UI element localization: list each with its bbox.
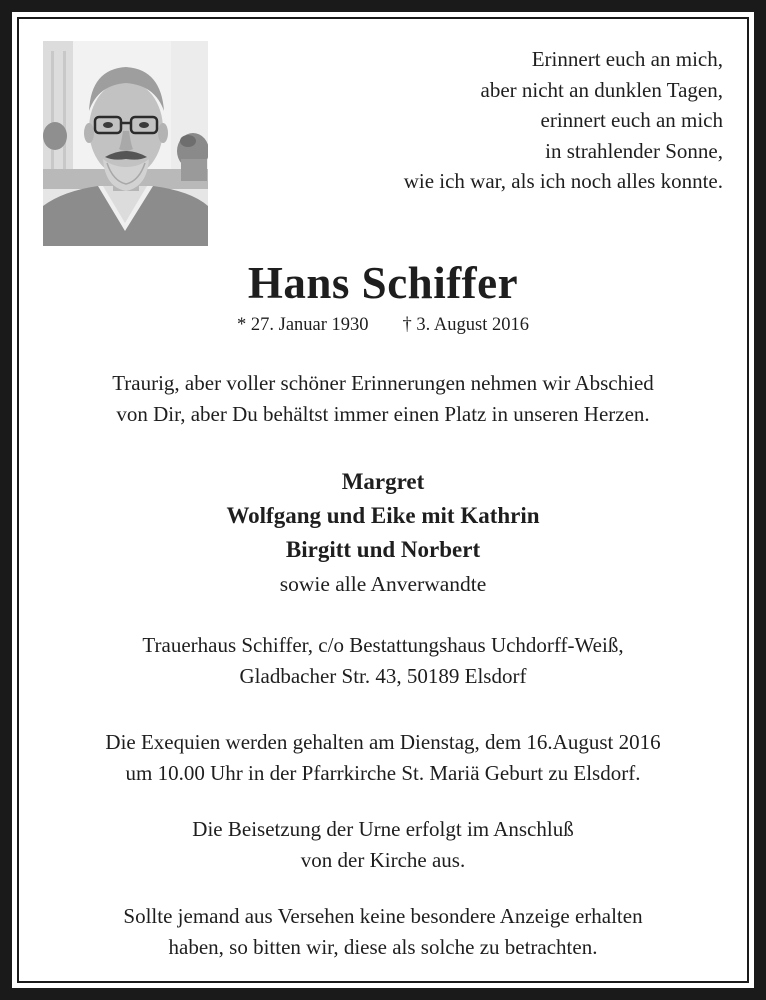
poem-line: wie ich war, als ich noch alles konnte. [403,169,723,193]
poem-line: in strahlender Sonne, [545,138,723,163]
death-date: † 3. August 2016 [402,315,529,335]
farewell-text [0,368,766,430]
farewell-line: Traurig, aber voller schöner Erinnerungen nehmen wir Abschied [112,371,654,395]
address-line: Trauerhaus Schiffer, c/o Bestattungshaus Uchdorff-Weiß, [142,633,624,657]
family-member: Birgitt und Norbert [285,537,481,562]
life-dates [0,313,766,337]
burial-info [0,814,766,876]
address-line: Gladbacher Str. 43, 50189 Elsdorf [239,664,527,688]
burial-line: von der Kirche aus. [300,848,466,872]
poem-line: Erinnert euch an mich, [531,47,723,71]
relatives-line: sowie alle Anverwandte [279,572,487,596]
family-names [0,465,766,601]
service-line: um 10.00 Uhr in der Pfarrkirche St. Mariä Geburt zu Elsdorf. [125,761,641,785]
poem-line: erinnert euch an mich [540,108,723,132]
service-info [0,727,766,789]
birth-date: * 27. Januar 1930 [237,315,369,335]
portrait-photo [43,41,208,246]
notice-line: Sollte jemand aus Versehen keine besondere Anzeige erhalten [123,904,643,928]
notice-text [0,901,766,963]
mourning-address [0,630,766,692]
burial-line: Die Beisetzung der Urne erfolgt im Anschluß [192,817,574,841]
poem [263,44,723,197]
family-member: Margret [341,469,425,494]
notice-line: haben, so bitten wir, diese als solche zu betrachten. [168,935,598,959]
service-line: Die Exequien werden gehalten am Dienstag, dem 16.August 2016 [105,730,661,754]
poem-line: aber nicht an dunklen Tagen, [480,77,723,102]
deceased-name: Hans Schiffer [247,258,519,308]
family-member: Wolfgang und Eike mit Kathrin [226,503,540,528]
farewell-line: von Dir, aber Du behältst immer einen Platz in unseren Herzen. [116,402,650,426]
